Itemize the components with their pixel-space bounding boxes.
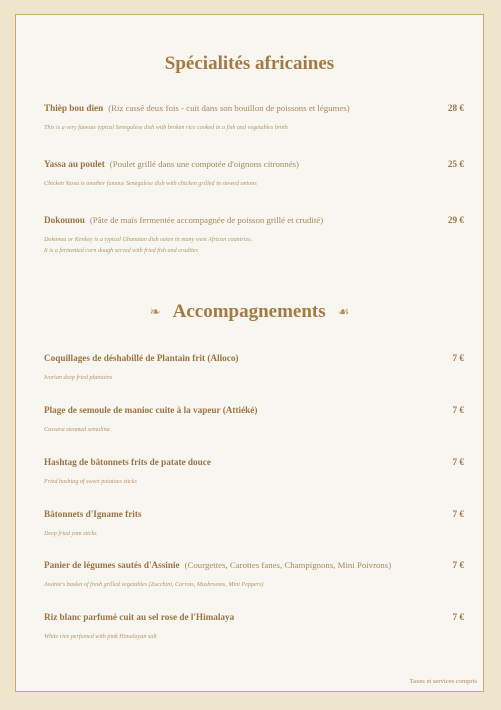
item-price: 7 €	[452, 353, 464, 363]
item-name: Coquillages de déshabillé de Plantain frit (Alloco)	[44, 353, 239, 363]
menu-item-alloco	[44, 348, 464, 384]
item-description-line: Assinie's basket of fresh grilled vegetables (Zucchini, Carrots, Mushrooms, Mini Peppers)	[44, 582, 264, 588]
item-name: Plage de semoule de manioc cuite à la vapeur (Attiéké)	[44, 405, 258, 415]
section-header-accompagnements	[16, 301, 483, 323]
item-name: Bâtonnets d'Igname frits	[44, 509, 142, 519]
item-description	[44, 373, 464, 384]
item-detail: (Poulet grillé dans une compotée d'oignons citronnés)	[109, 159, 299, 169]
menu-page	[15, 14, 484, 692]
menu-item-attieke	[44, 400, 464, 436]
ornament-right-icon: ☙	[337, 304, 350, 319]
item-description	[44, 123, 464, 134]
item-description	[44, 425, 464, 436]
menu-item-thiep-bou-dien	[44, 98, 464, 134]
item-description	[44, 580, 464, 591]
item-price: 28 €	[447, 103, 464, 113]
item-price: 25 €	[447, 159, 464, 169]
menu-item-legumes-assinie	[44, 555, 464, 591]
menu-item-yassa-au-poulet	[44, 154, 464, 190]
item-description-line: This is a very famous typical Senegalese dish with broken rice cooked in a fish and vegetables broth	[44, 125, 288, 131]
item-description-line: It is a fermented corn dough served with fried fish and crudites	[44, 248, 198, 254]
item-description-line: Cassava steamed semolina	[44, 427, 110, 433]
item-description-line: Fried hashtag of sweet potatoes sticks	[44, 479, 137, 485]
item-name: Thièp bou dien	[44, 103, 104, 113]
item-name: Hashtag de bâtonnets frits de patate douce	[44, 457, 211, 467]
menu-item-dokounou	[44, 210, 464, 257]
item-price: 7 €	[452, 612, 464, 622]
menu-item-patate-douce	[44, 452, 464, 488]
item-price: 7 €	[452, 457, 464, 467]
item-price: 7 €	[452, 509, 464, 519]
item-description-line: White rice perfumed with pink Himalayan salt	[44, 634, 157, 640]
section-title-accompagnements: Accompagnements	[172, 301, 326, 322]
item-description	[44, 529, 464, 540]
item-detail: (Riz cassé deux fois - cuit dans son bouillon de poissons et légumes)	[108, 103, 350, 113]
menu-item-igname	[44, 504, 464, 540]
item-price: 29 €	[447, 215, 464, 225]
item-description-line: Chicken Yassa is another famous Senegalese dish with chicken grilled in stewed onions	[44, 181, 257, 187]
ornament-left-icon: ❧	[149, 304, 161, 319]
item-description	[44, 179, 464, 190]
item-description-line: Dokonou or Kenkey is a typical Ghanaian dish eaten in many west African countries.	[44, 237, 253, 243]
item-detail: (Pâte de maïs fermentée accompagnée de poisson grillé et crudité)	[89, 215, 324, 225]
item-name: Panier de légumes sautés d'Assinie	[44, 560, 180, 570]
item-name: Dokounou	[44, 215, 85, 225]
item-description	[44, 632, 464, 643]
item-name: Riz blanc parfumé cuit au sel rose de l'Himalaya	[44, 612, 235, 622]
item-description	[44, 235, 464, 257]
item-price: 7 €	[452, 405, 464, 415]
section-title-specialites: Spécialités africaines	[164, 53, 335, 74]
item-detail: (Courgettes, Carottes fanes, Champignons, Mini Poivrons)	[184, 560, 392, 570]
item-description-line: Ivorian deep fried plantains	[44, 375, 113, 381]
item-description	[44, 477, 464, 488]
menu-item-riz-blanc	[44, 607, 464, 643]
footer-note: Taxes et services compris	[409, 678, 477, 685]
item-name: Yassa au poulet	[44, 159, 105, 169]
item-description-line: Deep fried yam sticks	[44, 531, 97, 537]
item-price: 7 €	[452, 560, 464, 570]
